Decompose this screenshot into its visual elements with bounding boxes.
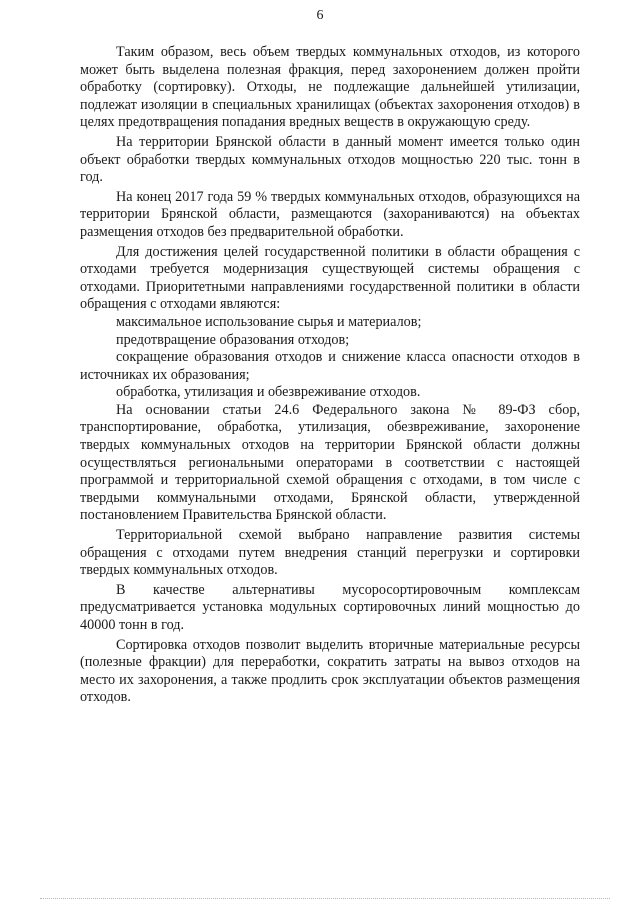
scan-edge-line [40,898,610,899]
paragraph-federal-law: На основании статьи 24.6 Федерального закона № 89-ФЗ сбор, транспортирование, обработка, утилизация, обезвреживание, захоронение твердых коммунальных отходов на территории Брянской области должны осуществляться региональными операторами в соответствии с настоящей программой и территориальной схемой обращения с отходами, в том числе с твердыми коммунальными отходами, Брянской области, утвержденной постановлением Правительства Брянской области. [80,401,580,524]
document-body [80,44,580,707]
page-number: 6 [316,8,324,23]
paragraph-territorial-scheme: Территориальной схемой выбрано направление развития системы обращения с отходами путем внедрения станций перегрузки и сортировки твердых коммунальных отходов. [80,527,580,579]
list-item-treatment: обработка, утилизация и обезвреживание отходов. [116,384,421,401]
paragraph-sorting-lines: В качестве альтернативы мусоросортировочным комплексам предусматривается установка модульных сортировочных линий мощностью до 40000 тонн в год. [80,581,580,633]
list-item-prevention: предотвращение образования отходов; [116,331,350,348]
paragraph-waste-statistics: На конец 2017 года 59 % твердых коммунальных отходов, образующихся на территории Брянской области, размещаются (захораниваются) на объектах размещения отходов без предварительной обработки. [80,188,580,240]
list-item-raw-materials: максимальное использование сырья и материалов; [116,313,422,330]
paragraph-processing-facility: На территории Брянской области в данный момент имеется только один объект обработки твердых коммунальных отходов мощностью 220 тыс. тонн в год. [80,133,580,186]
list-item-reduction: сокращение образования отходов и снижение класса опасности отходов в источниках их образования; [80,349,580,383]
paragraph-policy-goals: Для достижения целей государственной политики в области обращения с отходами требуется модернизация существующей системы обращения с отходами. Приоритетными направлениями государственной политики в области обращения с отходами являются: [80,243,580,313]
paragraph-sorting-benefits: Сортировка отходов позволит выделить вторичные материальные ресурсы (полезные фракции) для переработки, сократить затраты на вывоз отходов на место их захоронения, а также продлить срок эксплуатации объектов размещения отходов. [80,636,580,706]
paragraph-waste-processing: Таким образом, весь объем твердых коммунальных отходов, из которого может быть выделена полезная фракция, перед захоронением должен пройти обработку (сортировку). Отходы, не подлежащие дальнейшей утилизации, подлежат изоляции в специальных хранилищах (объектах захоронения отходов) в целях предотвращения попадания вредных веществ в окружающую среду. [80,44,580,131]
